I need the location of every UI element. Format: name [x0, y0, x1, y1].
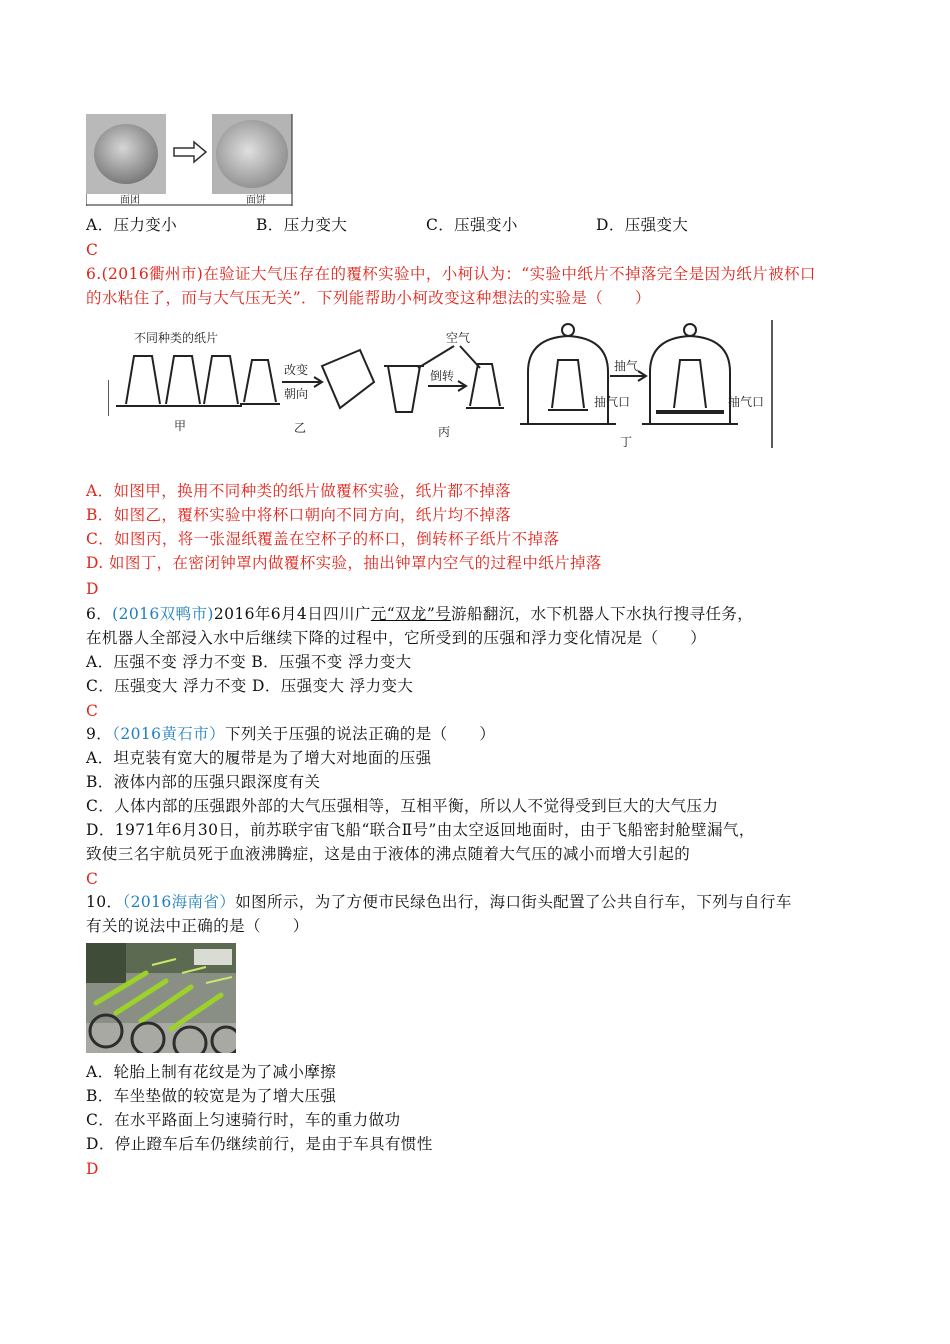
q5-option-a: A．压力变小 — [86, 216, 178, 234]
q9-source: （2016黄石市） — [112, 725, 225, 743]
fig-caption-d: 丁 — [620, 435, 633, 449]
q10-option-a: A．轮胎上制有花纹是为了减小摩擦 — [86, 1063, 337, 1081]
q6a-number: 6. — [86, 265, 102, 283]
q6b-stem-line2: 在机器人全部浸入水中后继续下降的过程中，它所受到的压强和浮力变化情况是（ ） — [86, 629, 707, 647]
q5-option-b: B．压力变大 — [256, 216, 348, 234]
q10-stem1: 如图所示，为了方便市民绿色出行，海口街头配置了公共自行车，下列与自行车 — [235, 893, 792, 911]
q10-number: 10． — [86, 893, 123, 911]
cup-experiment-figure — [108, 320, 776, 452]
q9-stem — [86, 722, 495, 746]
q9-option-d: D．1971年6月30日，前苏联宇宙飞船“联合Ⅱ号”由太空返回地面时，由于飞船密封舱壁漏气， — [86, 821, 755, 839]
q6a-option-a: A．如图甲，换用不同种类的纸片做覆杯实验，纸片都不掉落 — [86, 482, 511, 500]
q10-option-c: C．在水平路面上匀速骑行时，车的重力做功 — [86, 1111, 401, 1129]
q9-answer: C — [86, 870, 99, 888]
q6a-source: (2016衢州市) — [101, 265, 204, 283]
q9-number: 9． — [86, 725, 113, 743]
q10-stem-line1 — [86, 890, 792, 914]
fig-label-port: 抽气口 — [594, 395, 631, 409]
fig-caption-b: 乙 — [294, 421, 307, 435]
q6b-options-ab: A．压强不变 浮力不变 B．压强不变 浮力变大 — [86, 653, 412, 671]
q10-option-d: D．停止蹬车后车仍继续前行，是由于车具有惯性 — [86, 1135, 433, 1153]
fig-caption-a: 甲 — [174, 419, 187, 433]
fig-label-change: 改变 — [284, 363, 309, 377]
fig-label-air: 空气 — [446, 331, 471, 345]
q10-stem-line2: 有关的说法中正确的是（ ） — [86, 917, 309, 935]
fig-label-invert: 倒转 — [430, 369, 455, 383]
q5-answer: C — [86, 241, 99, 259]
q9-stem-text: 下列关于压强的说法正确的是（ ） — [224, 725, 496, 743]
q10-source: （2016海南省） — [122, 893, 236, 911]
fig-caption-c: 丙 — [438, 425, 451, 439]
fig-label-paper: 不同种类的纸片 — [134, 331, 219, 345]
q6a-answer: D — [86, 580, 99, 598]
q6a-option-c: C．如图丙，将一张湿纸覆盖在空杯子的杯口，倒转杯子纸片不掉落 — [86, 530, 560, 548]
q6b-source: (2016双鸭市) — [112, 605, 214, 623]
q6b-answer: C — [86, 702, 99, 720]
dough-figure — [86, 114, 296, 206]
q10-option-b: B．车坐垫做的较宽是为了增大压强 — [86, 1087, 337, 1105]
q9-option-a: A．坦克装有宽大的履带是为了增大对地面的压强 — [86, 749, 432, 767]
q5-option-c: C．压强变小 — [426, 216, 518, 234]
fig-label-dir: 朝向 — [284, 387, 309, 401]
q6b-options-cd: C．压强变大 浮力不变 D．压强变大 浮力变大 — [86, 677, 414, 695]
bicycles-photo — [86, 943, 236, 1053]
q6b-stem1-pre: 2016年6月4日四川广 — [213, 605, 371, 623]
fig-label-pump: 抽气 — [614, 359, 639, 373]
q9-option-c: C．人体内部的压强跟外部的大气压强相等，互相平衡，所以人不觉得受到巨大的大气压力 — [86, 797, 719, 815]
dough-label-ball: 面团 — [120, 195, 140, 206]
q6b-stem1-post: 游船翻沉，水下机器人下水执行搜寻任务， — [451, 605, 754, 623]
q6b-stem1-underlined: 元“双龙”号 — [370, 605, 452, 623]
q6a-stem1: 在验证大气压存在的覆杯实验中，小柯认为：“实验中纸片不掉落完全是因为纸片被杯口 — [203, 265, 816, 283]
q9-option-d-line2: 致使三名宇航员死于血液沸腾症，这是由于液体的沸点随着大气压的减小而增大引起的 — [86, 845, 691, 863]
q6b-number: 6． — [86, 605, 113, 623]
q5-option-d: D．压强变大 — [596, 216, 689, 234]
q6b-stem-line1 — [86, 602, 753, 626]
q6a-option-d: D. 如图丁，在密闭钟罩内做覆杯实验，抽出钟罩内空气的过程中纸片掉落 — [86, 554, 602, 572]
q10-answer: D — [86, 1160, 99, 1178]
q9-option-b: B．液体内部的压强只跟深度有关 — [86, 773, 321, 791]
fig-label-port-2: 抽气口 — [728, 395, 765, 409]
q6a-stem-line1 — [86, 262, 816, 286]
q6a-option-b: B．如图乙，覆杯实验中将杯口朝向不同方向，纸片均不掉落 — [86, 506, 512, 524]
dough-label-pancake: 面饼 — [246, 195, 266, 206]
q6a-stem-line2: 的水粘住了，而与大气压无关”．下列能帮助小柯改变这种想法的实验是（ ） — [86, 289, 651, 307]
